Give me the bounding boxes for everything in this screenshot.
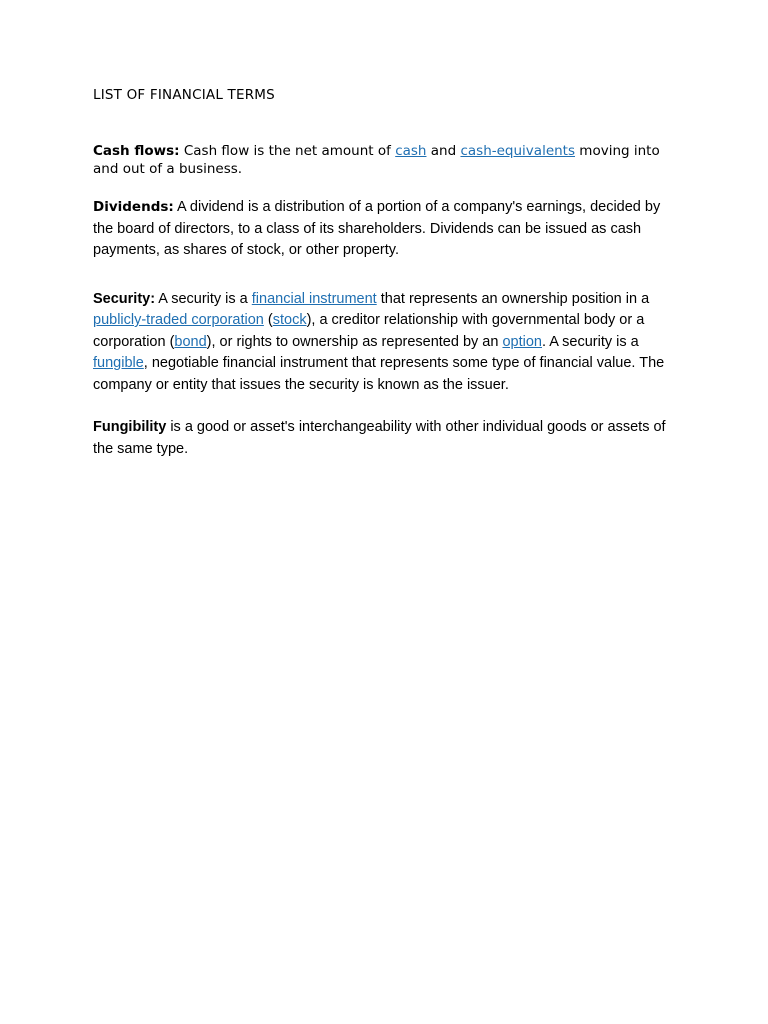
document-page (93, 86, 683, 460)
financial-instrument-link[interactable]: financial instrument (251, 290, 377, 307)
security-text-1: A security is a (155, 290, 252, 307)
cash-flows-text-1: Cash flow is the net amount of (179, 143, 396, 159)
cash-equivalents-link[interactable]: cash-equivalents (460, 143, 576, 159)
dividends-text: A dividend is a distribution of a portion of a company's earnings, decided by the board of directors, to a class of its shareholders. Dividends can be issued as cash payments, as shares of stock, or other property. (93, 199, 661, 258)
security-text-2: that represents an ownership position in a (376, 290, 650, 307)
option-link[interactable]: option (502, 333, 542, 350)
cash-flows-term: Cash flows: (93, 143, 180, 159)
fungibility-term: Fungibility (93, 419, 167, 435)
security-paragraph (93, 289, 683, 397)
fungibility-text: is a good or asset's interchangeability with other individual goods or assets of the same type. (93, 419, 666, 457)
security-text-4: ), a creditor relationship with governmental body or a corporation ( (93, 312, 645, 350)
stock-link[interactable]: stock (272, 312, 307, 328)
cash-flows-text-2: and (426, 143, 461, 159)
fungibility-paragraph (93, 417, 683, 460)
cash-flows-paragraph (93, 142, 683, 178)
security-term: Security: (93, 290, 156, 307)
fungible-link[interactable]: fungible (93, 355, 144, 371)
security-text-3: ( (263, 312, 273, 328)
dividends-paragraph (93, 197, 683, 262)
cash-flows-text-3: moving into and out of a business. (93, 143, 660, 177)
dividends-term: Dividends: (93, 199, 174, 215)
cash-link[interactable]: cash (395, 143, 427, 159)
publicly-traded-corporation-link[interactable]: publicly-traded corporation (93, 312, 264, 328)
security-text-5: ), or rights to ownership as represented by an (206, 333, 503, 350)
document-title: LIST OF FINANCIAL TERMS (93, 87, 275, 103)
security-text-7: , negotiable financial instrument that represents some type of financial value. The company or entity that issues the security is known as the issuer. (93, 355, 665, 393)
security-text-6: . A security is a (541, 333, 639, 350)
bond-link[interactable]: bond (174, 333, 207, 350)
